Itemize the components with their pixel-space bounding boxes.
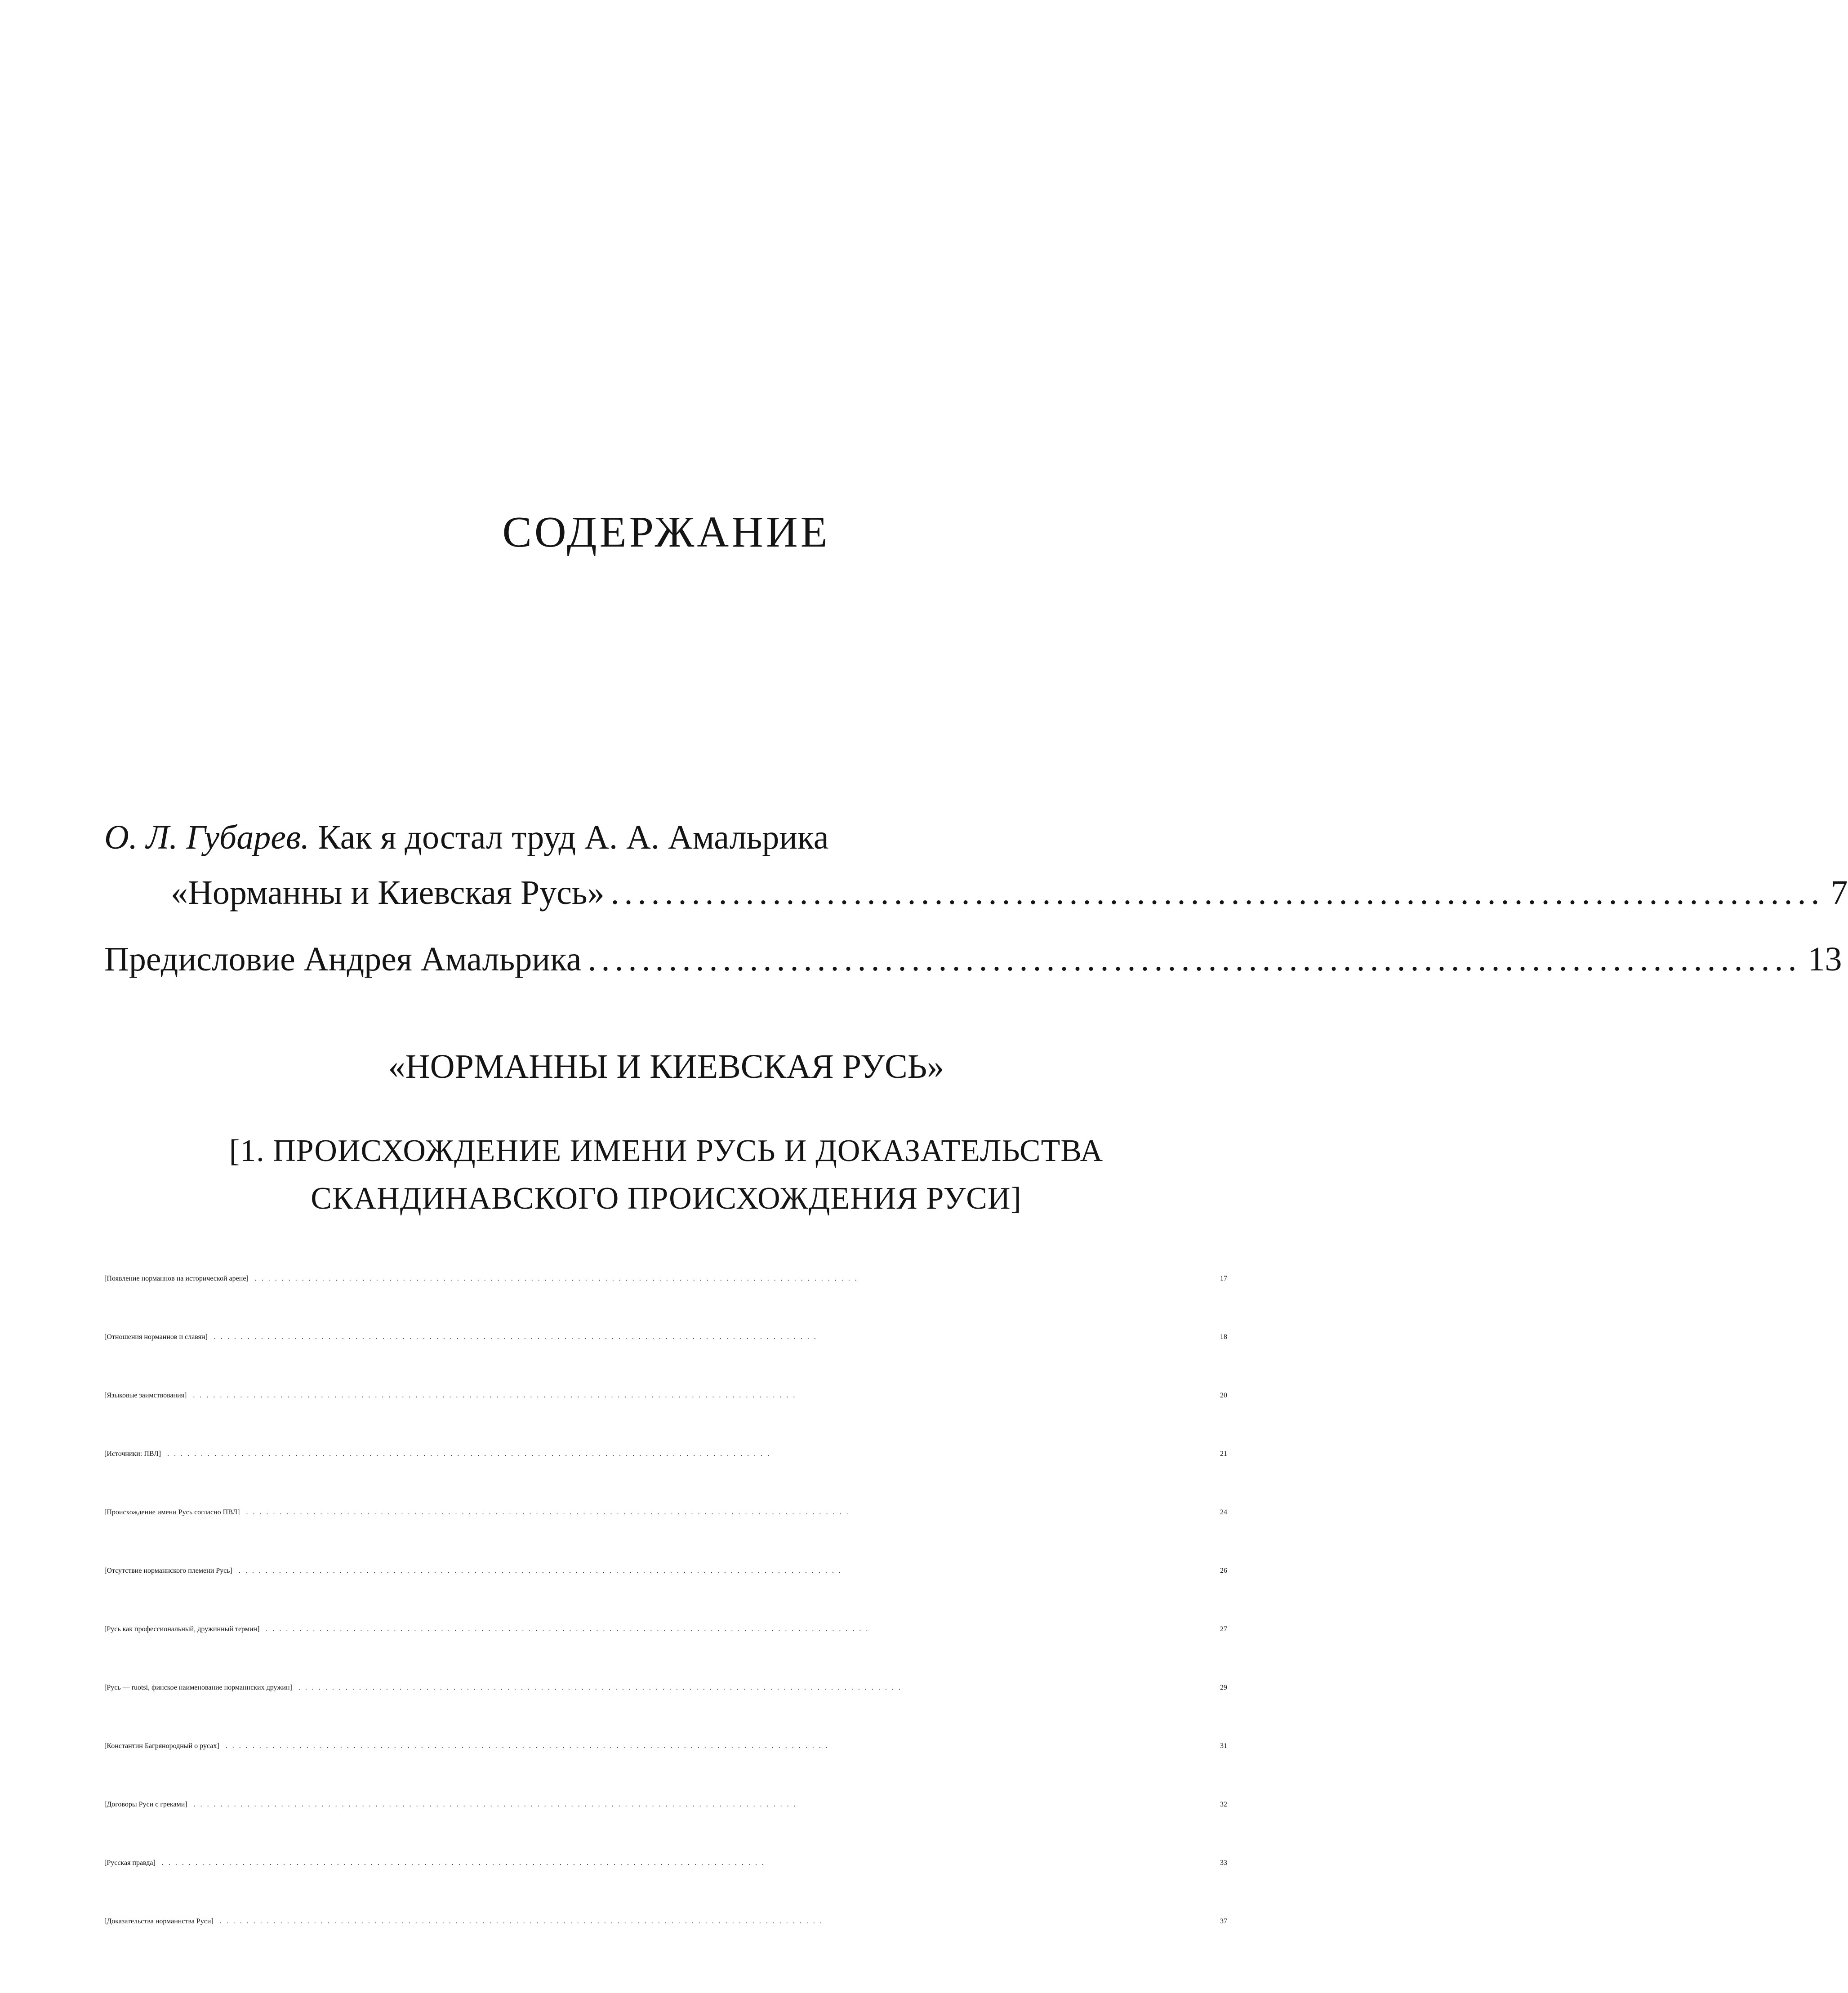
- entry-title: [Происхождение имени Русь согласно ПВЛ]: [104, 1508, 240, 1516]
- toc-section-entries: [104, 1250, 1227, 1951]
- section-title-line1: [1. ПРОИСХОЖДЕНИЕ ИМЕНИ РУСЬ И ДОКАЗАТЕЛЬСТВА: [229, 1134, 1104, 1168]
- entry-title: [Отношения норманнов и славян]: [104, 1333, 208, 1341]
- entry-page-number: 32: [1220, 1801, 1227, 1808]
- toc-entry: [104, 1775, 1227, 1834]
- dot-leader: ..........................................................................................: [225, 1742, 833, 1750]
- toc-entry-preface: [104, 930, 1842, 988]
- entry-page-number: 29: [1220, 1684, 1227, 1691]
- entry-title: [Русь как профессиональный, дружинный термин]: [104, 1625, 260, 1633]
- entry-title: [Языковые заимствования]: [104, 1392, 187, 1399]
- toc-entry: [104, 1659, 1227, 1717]
- entry-page-number: 18: [1220, 1333, 1227, 1341]
- entry-page-number: 37: [1220, 1917, 1227, 1925]
- page-title: СОДЕРЖАНИЕ: [502, 508, 830, 556]
- entry-page-number: 20: [1220, 1392, 1227, 1399]
- dot-leader: ..........................................................................................: [193, 1392, 800, 1399]
- entry-title-continued: «Норманны и Киевская Русь»: [171, 874, 605, 912]
- dot-leader: ..........................................................................................: [266, 1625, 873, 1633]
- entry-page-number: 13: [1808, 940, 1842, 978]
- toc-entry: [104, 1600, 1227, 1659]
- toc-entry: [104, 1892, 1227, 1951]
- toc-entry: [104, 1425, 1227, 1483]
- section-title-line2: СКАНДИНАВСКОГО ПРОИСХОЖДЕНИЯ РУСИ]: [311, 1181, 1022, 1216]
- entry-page-number: 21: [1220, 1450, 1227, 1458]
- part-title: «НОРМАННЫ И КИЕВСКАЯ РУСЬ»: [388, 1048, 944, 1085]
- dot-leader: ..........................................................................................: [161, 1859, 769, 1867]
- dot-leader: ..........................................................................................: [254, 1275, 862, 1282]
- dot-leader: ..........................................................................................: [214, 1333, 821, 1341]
- dot-leader: ..........................................................................................: [610, 874, 1825, 912]
- entry-page-number: 27: [1220, 1625, 1227, 1633]
- section-title: [0, 1127, 1332, 1223]
- entry-title: [Константин Багрянородный о русах]: [104, 1742, 219, 1750]
- toc-entry-intro: [104, 811, 1848, 922]
- dot-leader: ..........................................................................................: [167, 1450, 775, 1458]
- toc-entry: [104, 1250, 1227, 1308]
- dot-leader: ..........................................................................................: [219, 1917, 827, 1925]
- entry-title: [Русская правда]: [104, 1859, 156, 1867]
- entry-title: [Источники: ПВЛ]: [104, 1450, 161, 1458]
- entry-title: [Договоры Руси с греками]: [104, 1801, 187, 1808]
- entry-page-number: 17: [1220, 1275, 1227, 1282]
- toc-entry: [104, 1483, 1227, 1542]
- entry-page-number: 7: [1830, 874, 1848, 912]
- entry-page-number: 31: [1220, 1742, 1227, 1750]
- entry-page-number: 24: [1220, 1508, 1227, 1516]
- entry-title: [Русь — ruotsi, финское наименование норманнских дружин]: [104, 1684, 292, 1691]
- entry-title: Как я достал труд А. А. Амальрика: [318, 819, 829, 856]
- toc-entry: [104, 1366, 1227, 1425]
- toc-entry: [104, 1717, 1227, 1775]
- entry-title: [Доказательства норманнства Руси]: [104, 1917, 214, 1925]
- entry-page-number: 26: [1220, 1567, 1227, 1575]
- entry-author: О. Л. Губарев.: [104, 819, 309, 856]
- entry-title: [Появление норманнов на исторической арене]: [104, 1275, 249, 1282]
- toc-entry: [104, 1542, 1227, 1600]
- dot-leader: ..........................................................................................: [298, 1684, 905, 1691]
- dot-leader: ..........................................................................................: [238, 1567, 846, 1575]
- dot-leader: ..........................................................................................: [193, 1801, 801, 1808]
- entry-page-number: 33: [1220, 1859, 1227, 1867]
- entry-title: [Отсутствие норманнского племени Русь]: [104, 1567, 232, 1575]
- toc-entry: [104, 1308, 1227, 1366]
- dot-leader: ..........................................................................................: [588, 940, 1802, 978]
- dot-leader: ..........................................................................................: [246, 1508, 853, 1516]
- toc-entry: [104, 1834, 1227, 1892]
- entry-title: Предисловие Андрея Амальрика: [104, 940, 582, 978]
- toc-front-matter: [104, 811, 1848, 988]
